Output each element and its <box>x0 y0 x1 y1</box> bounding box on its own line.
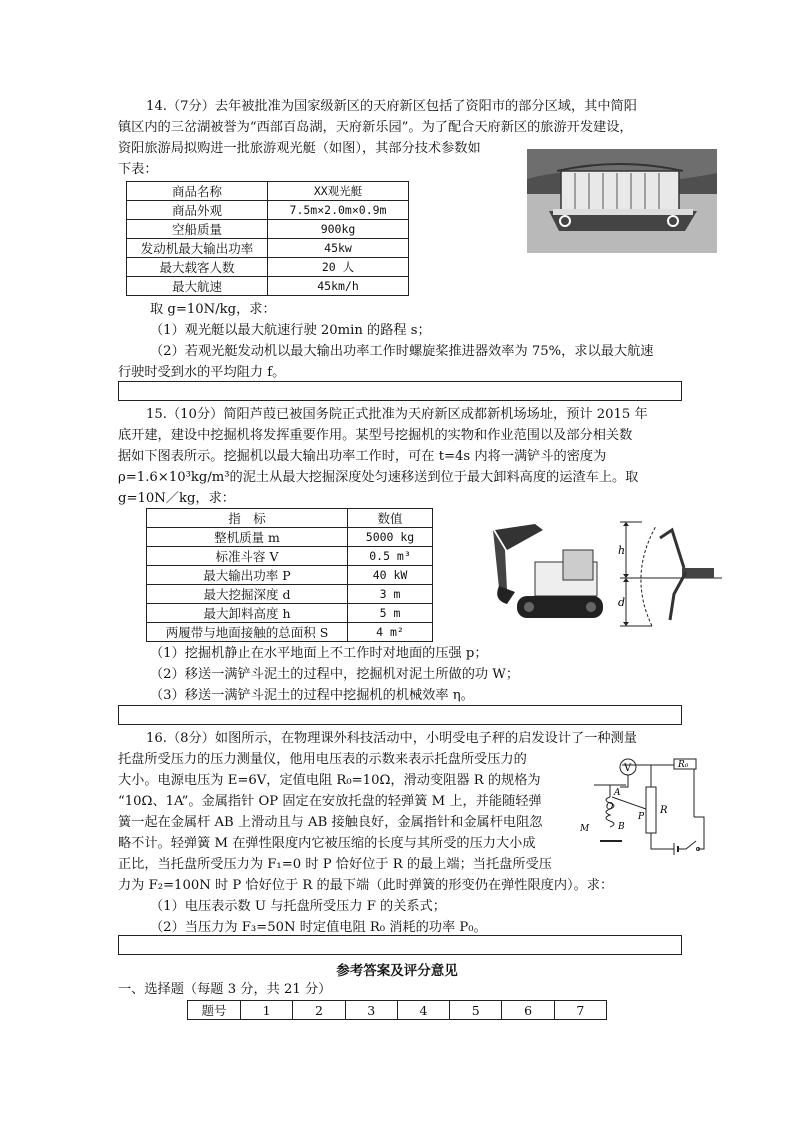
q14-part-2-cont: 行驶时受到水的平均阻力 f。 <box>118 365 286 380</box>
excavator-range-diagram <box>612 516 722 630</box>
q14-part-1: （1）观光艇以最大航速行驶 20min 的路程 s； <box>150 323 431 338</box>
q15-line-5: g=10N／kg，求： <box>118 491 235 506</box>
excavator-photo <box>485 520 610 630</box>
q16-line-8: 力为 F₂=100N 时 P 恰好位于 R 的最下端（此时弹簧的形变仍在弹性限度内）。求： <box>118 878 614 893</box>
q14-line-2: 镇区内的三岔湖被誉为“西部百岛湖，天府新乐园”。为了配合天府新区的旅游开发建设， <box>118 120 633 135</box>
label-A: A <box>614 788 621 798</box>
q16-line-6: 略不计。轻弹簧 M 在弹性限度内它被压缩的长度与其所受的压力大小成 <box>118 836 536 851</box>
q15-part-1: （1）挖掘机静止在水平地面上不工作时对地面的压强 p； <box>150 646 488 661</box>
q14-given: 取 g=10N/kg，求： <box>150 302 276 317</box>
label-B: B <box>618 822 625 832</box>
q14-line-4: 下表： <box>118 162 158 177</box>
q16-line-5: 簧一起在金属杆 AB 上滑动且与 AB 接触良好，金属指针和金属杆电阻忽 <box>118 815 543 830</box>
q16-line-2: 托盘所受压力的压力测量仪，他用电压表的示数来表示托盘所受压力的 <box>118 752 527 767</box>
q15-answer-box[interactable] <box>118 705 682 725</box>
pressure-gauge-circuit <box>574 757 710 857</box>
label-M: M <box>580 824 590 834</box>
label-O: O <box>606 802 614 812</box>
q15-spec-table: 指 标 数值 整机质量 m 5000 kg 标准斗容 V 0.5 m³ 最大输出功率 P 40 kW 最大挖掘深度 d 3 m 最大卸料高度 h 5 m 两履带与地面接触的总面积 S 4 m² <box>146 508 433 642</box>
q16-line-7: 正比，当托盘所受压力为 F₁=0 时 P 恰好位于 R 的最上端；当托盘所受压 <box>118 857 552 872</box>
q16-answer-box[interactable] <box>118 935 682 955</box>
answers-table: 题号 1 2 3 4 5 6 7 <box>187 1000 607 1020</box>
q16-line-3: 大小。电源电压为 E=6V，定值电阻 R₀=10Ω，滑动变阻器 R 的规格为 <box>118 773 541 788</box>
q15-part-2: （2）移送一满铲斗泥土的过程中，挖掘机对泥土所做的功 W； <box>150 667 520 682</box>
q14-line-1: 14.（7分）去年被批准为国家级新区的天府新区包括了资阳市的部分区域，其中简阳 <box>146 99 637 114</box>
tour-boat-photo <box>527 149 717 253</box>
answers-title: 参考答案及评分意见 <box>336 963 458 979</box>
answers-section-1: 一、选择题（每题 3 分，共 21 分） <box>118 982 332 997</box>
q16-part-2: （2）当压力为 F₃=50N 时定值电阻 R₀ 消耗的功率 P₀。 <box>150 920 487 935</box>
label-P: P <box>638 812 645 822</box>
q16-part-1: （1）电压表示数 U 与托盘所受压力 F 的关系式； <box>150 899 446 914</box>
q15-line-2: 底开建，建设中挖掘机将发挥重要作用。某型号挖掘机的实物和作业范围以及部分相关数 <box>118 428 633 443</box>
q14-spec-table: 商品名称 XX观光艇 商品外观 7.5m×2.0m×0.9m 空船质量 900kg 发动机最大输出功率 45kw 最大载客人数 20 人 最大航速 45km/h <box>126 181 409 296</box>
q15-line-4: ρ=1.6×10³kg/m³的泥土从最大挖掘深度处匀速移送到位于最大卸料高度的运渣车上。取 <box>118 470 639 485</box>
q15-line-3: 据如下图表所示。挖掘机以最大输出功率工作时，可在 t=4s 内将一满铲斗的密度为 <box>118 449 607 464</box>
q15-line-1: 15.（10分）简阳芦葭已被国务院正式批准为天府新区成都新机场场址，预计 2015 年 <box>146 407 648 422</box>
label-R: R <box>660 805 668 816</box>
q14-answer-box[interactable] <box>118 381 682 401</box>
label-h: h <box>618 544 626 557</box>
q14-line-3: 资阳旅游局拟购进一批旅游观光艇（如图），其部分技术参数如 <box>118 141 481 156</box>
label-R0: R₀ <box>678 760 689 770</box>
q15-part-3: （3）移送一满铲斗泥土的过程中挖掘机的机械效率 η。 <box>150 688 474 703</box>
q16-line-4: “10Ω、1A”。金属指针 OP 固定在安放托盘的轻弹簧 M 上，并能随轻弹 <box>118 794 542 809</box>
q16-line-1: 16.（8分）如图所示，在物理课外科技活动中，小明受电子秤的启发设计了一种测量 <box>146 731 637 746</box>
label-V: V <box>624 763 632 774</box>
label-d: d <box>618 596 626 609</box>
q14-part-2: （2）若观光艇发动机以最大输出功率工作时螺旋桨推进器效率为 75%，求以最大航速 <box>150 344 654 359</box>
